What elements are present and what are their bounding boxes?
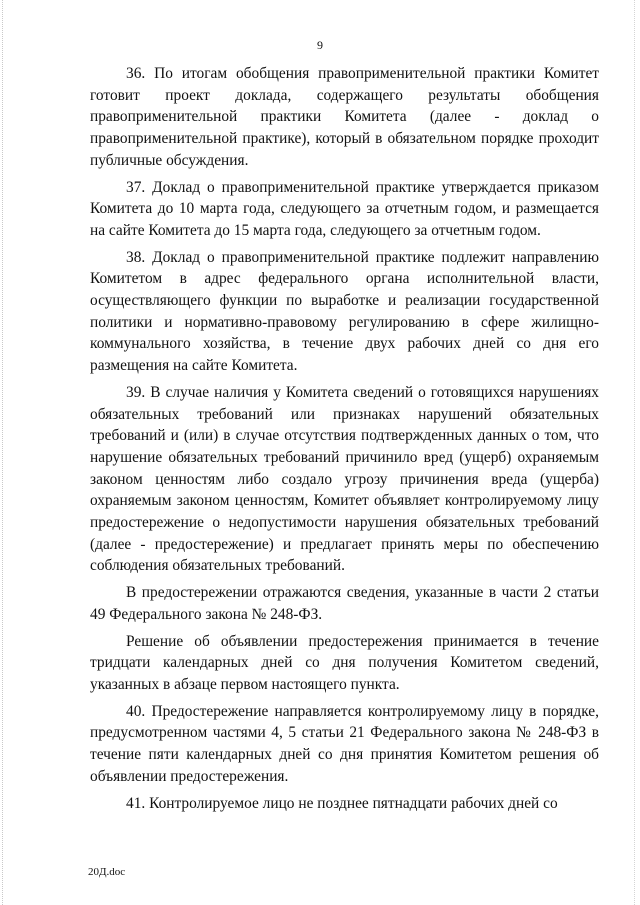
paragraph-40: 40. Предостережение направляется контролируемому лицу в порядке, предусмотренном частями 4, 5 статьи 21 Федерального закона № 248-ФЗ в течение пяти календарных дней со дня принятия Комитетом решения об объявлении предостережения. [90, 702, 599, 785]
paragraph-36: 36. По итогам обобщения правоприменительной практики Комитет готовит проект доклада, содержащего результаты обобщения правоприменительной практики Комитета (далее - доклад о правоприменительной практике), который в обязательном порядке проходит публичные обсуждения. [90, 65, 599, 169]
paragraph-37: 37. Доклад о правоприменительной практике утверждается приказом Комитета до 10 марта года, следующего за отчетным годом, и размещается на сайте Комитета до 15 марта года, следующего за отчетным годом. [90, 178, 599, 239]
paragraph-39-part-3: Решение об объявлении предостережения принимается в течение тридцати календарных дней со дня получения Комитетом сведений, указанных в абзаце первом настоящего пункта. [90, 632, 599, 693]
scan-edge-right [634, 0, 636, 905]
paragraph-38: 38. Доклад о правоприменительной практике подлежит направлению Комитетом в адрес федерального органа исполнительной власти, осуществляющего функции по выработке и реализации государственной политики и нормативно-правовому регулированию в сфере жилищно-коммунального хозяйства, в течение двух рабочих дней со дня его размещения на сайте Комитета. [90, 248, 599, 375]
paragraph-39-part-2: В предостережении отражаются сведения, указанные в части 2 статьи 49 Федерального закона № 248-ФЗ. [90, 584, 599, 623]
scan-edge-left [2, 0, 4, 905]
page-number: 9 [317, 38, 323, 52]
document-body [90, 63, 599, 819]
paragraph-41: 41. Контролируемое лицо не позднее пятнадцати рабочих дней со [126, 794, 558, 812]
paragraph-39: 39. В случае наличия у Комитета сведений о готовящихся нарушениях обязательных требований или признаках нарушений обязательных требований и (или) в случае отсутствия подтвержденных данных о том, что нарушение обязательных требований причинило вред (ущерб) охраняемым законом ценностям либо создало угрозу причинения вреда (ущерба) охраняемым законом ценностям, Комитет объявляет контролируемому лицу предостережение о недопустимости нарушения обязательных требований (далее - предостережение) и предлагает принять меры по обеспечению соблюдения обязательных требований. [90, 383, 599, 575]
footer-filename: 20Д.doc [88, 866, 126, 878]
